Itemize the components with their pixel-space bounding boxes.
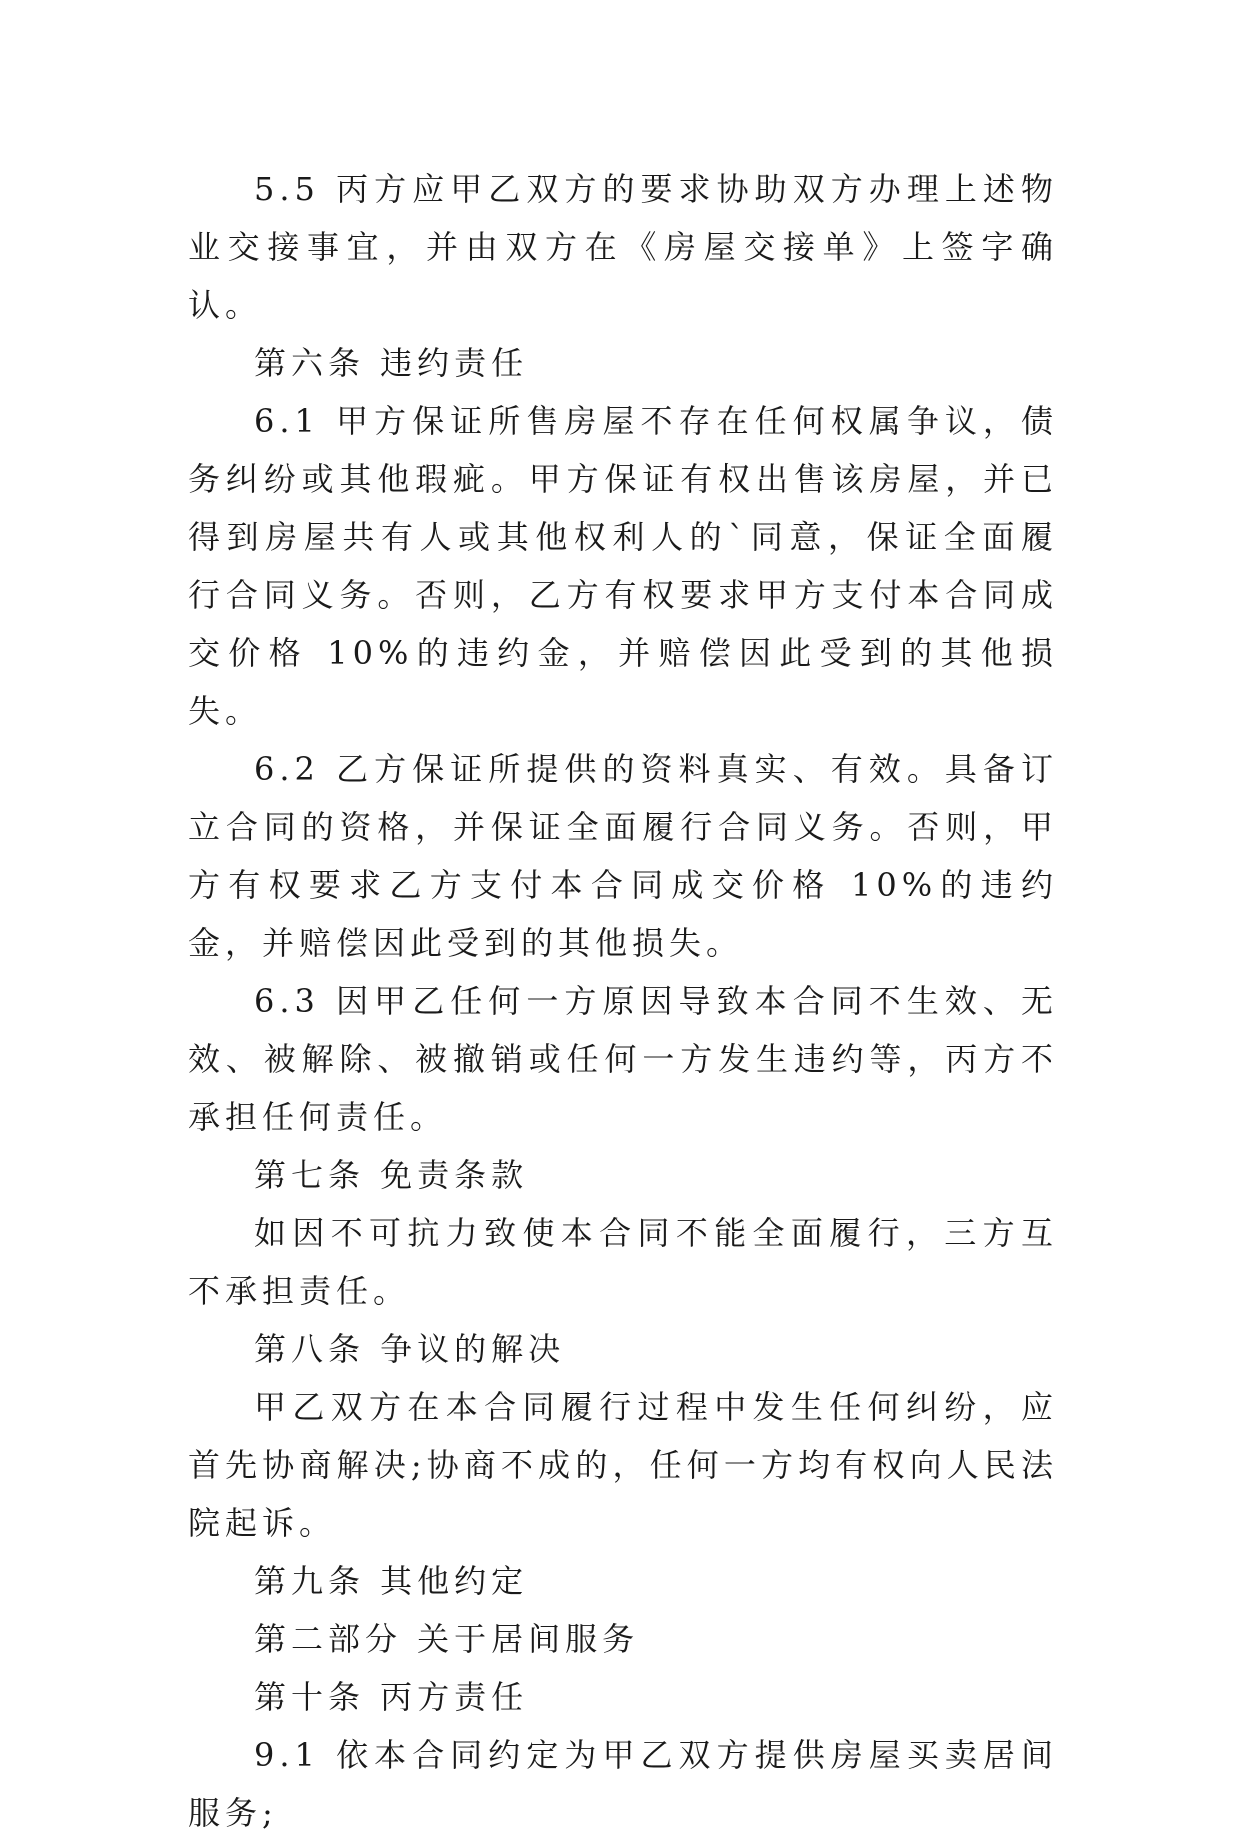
paragraph-5-5: 5.5 丙方应甲乙双方的要求协助双方办理上述物业交接事宜，并由双方在《房屋交接单》上签字确认。 (188, 170, 1058, 324)
paragraph-6-3: 6.3 因甲乙任何一方原因导致本合同不生效、无效、被解除、被撤销或任何一方发生违约等，丙方不承担任何责任。 (188, 982, 1058, 1136)
paragraph-force-majeure: 如因不可抗力致使本合同不能全面履行，三方互不承担责任。 (188, 1214, 1058, 1310)
heading-article-8: 第八条 争议的解决 (254, 1330, 566, 1368)
document-body (188, 160, 1058, 1842)
heading-article-9: 第九条 其他约定 (254, 1562, 529, 1600)
heading-article-10: 第十条 丙方责任 (254, 1678, 529, 1716)
heading-article-7: 第七条 免责条款 (254, 1156, 529, 1194)
paragraph-9-1: 9.1 依本合同约定为甲乙双方提供房屋买卖居间服务; (188, 1736, 1058, 1832)
heading-part-2: 第二部分 关于居间服务 (254, 1620, 640, 1658)
paragraph-6-1: 6.1 甲方保证所售房屋不存在任何权属争议，债务纠纷或其他瑕疵。甲方保证有权出售该房屋，并已得到房屋共有人或其他权利人的`同意，保证全面履行合同义务。否则，乙方有权要求甲方支付本合同成交价格 10%的违约金，并赔偿因此受到的其他损失。 (188, 402, 1058, 730)
paragraph-6-2: 6.2 乙方保证所提供的资料真实、有效。具备订立合同的资格，并保证全面履行合同义务。否则，甲方有权要求乙方支付本合同成交价格 10%的违约金，并赔偿因此受到的其他损失。 (188, 750, 1058, 962)
paragraph-dispute: 甲乙双方在本合同履行过程中发生任何纠纷，应首先协商解决;协商不成的，任何一方均有权向人民法院起诉。 (188, 1388, 1058, 1542)
heading-article-6: 第六条 违约责任 (254, 344, 529, 382)
